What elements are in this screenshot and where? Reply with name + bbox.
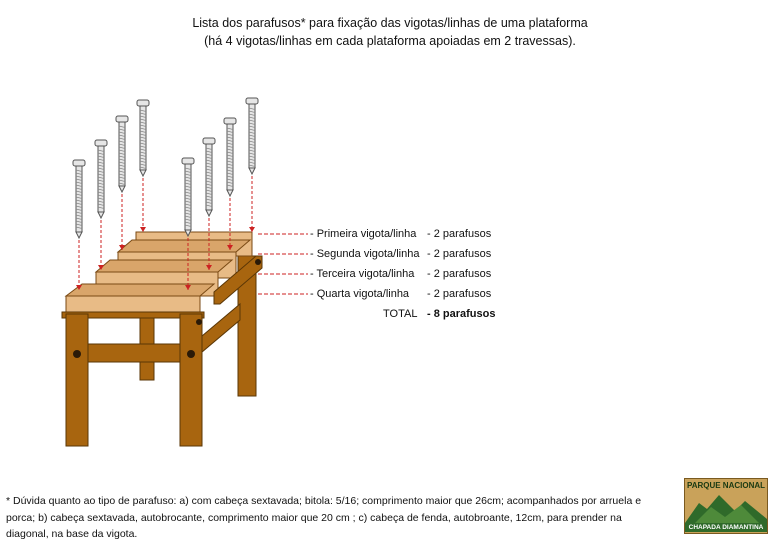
list-item-value: - 2 parafusos bbox=[427, 268, 492, 280]
front-leg-left bbox=[66, 314, 88, 446]
screw-icon bbox=[246, 98, 258, 232]
bolt-icon bbox=[196, 319, 202, 325]
list-item-label: - Quarta vigota/linha bbox=[310, 288, 410, 300]
list-item-value: - 2 parafusos bbox=[427, 248, 492, 260]
leader-lines bbox=[258, 234, 308, 294]
vigota-4 bbox=[66, 284, 214, 314]
list-item-value: - 2 parafusos bbox=[427, 288, 492, 300]
total-value: - 8 parafusos bbox=[427, 308, 496, 320]
bolt-icon bbox=[187, 350, 195, 358]
list-item-value: - 2 parafusos bbox=[427, 228, 492, 240]
title-line-2: (há 4 vigotas/linhas em cada plataforma apoiadas em 2 travessas). bbox=[204, 34, 576, 48]
mountain-icon bbox=[685, 491, 767, 523]
list-item-label: - Terceira vigota/linha bbox=[310, 268, 415, 280]
front-leg-right bbox=[180, 314, 202, 446]
title-line-1: Lista dos parafusos* para fixação das vigotas/linhas de uma plataforma bbox=[192, 16, 588, 30]
park-logo bbox=[684, 478, 768, 534]
screw-icon bbox=[116, 116, 128, 250]
side-brace bbox=[202, 304, 240, 352]
screw-icon bbox=[95, 140, 107, 270]
lower-brace bbox=[88, 344, 180, 362]
logo-bottom-text: CHAPADA DIAMANTINA bbox=[685, 523, 767, 532]
total-label: TOTAL bbox=[383, 308, 418, 320]
list-item-label: - Primeira vigota/linha bbox=[310, 228, 417, 240]
screw-icon bbox=[224, 118, 236, 250]
list-item-label: - Segunda vigota/linha bbox=[310, 248, 420, 260]
screw-icon bbox=[137, 100, 149, 232]
bolt-icon bbox=[73, 350, 81, 358]
bolt-icon bbox=[255, 259, 261, 265]
screw-icon bbox=[73, 160, 85, 290]
logo-top-text: PARQUE NACIONAL bbox=[686, 481, 766, 490]
footnote: * Dúvida quanto ao tipo de parafuso: a) com cabeça sextavada; bitola: 5/16; comprimento maior que 26cm; acompanhados por arruela e porca; b) cabeça sextavada, autobrocante, comprimento maior que 20 cm ; c) cabeça de fenda, autobroante, 12cm, para prender na diagonal, na base da vigota. bbox=[6, 495, 642, 540]
